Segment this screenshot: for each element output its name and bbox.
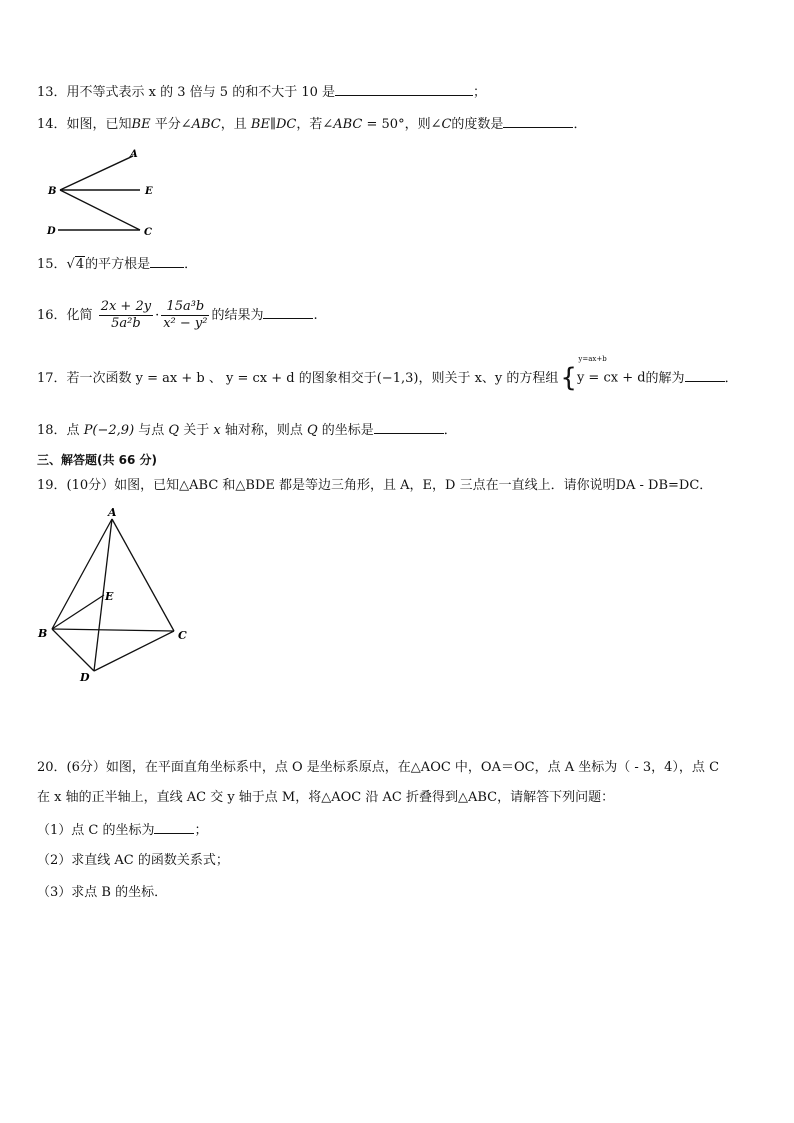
q17-end: ． bbox=[724, 371, 738, 386]
q19-seg-dc bbox=[94, 631, 174, 671]
q14-answer-blank[interactable] bbox=[503, 114, 573, 128]
q13-text: 13．用不等式表示 x 的 3 倍与 5 的和不大于 10 是 bbox=[37, 85, 336, 100]
q14-label-b: B bbox=[48, 186, 57, 197]
q14-seg-bc bbox=[60, 190, 140, 230]
q15-suffix: ． bbox=[184, 257, 198, 272]
q15-sqrt-arg: 4 bbox=[75, 257, 85, 272]
q19-seg-ab bbox=[52, 519, 112, 629]
q18-mid1: 与点 bbox=[134, 423, 169, 438]
question-20-line-1: 20．(6分）如图，在平面直角坐标系中，点 O 是坐标系原点，在△AOC 中，OA＝OC，点 A 坐标为（ - 3，4），点 C bbox=[37, 760, 720, 775]
q17-suffix: 的解为 bbox=[645, 371, 685, 386]
q19-seg-be bbox=[52, 595, 104, 629]
q14-mid2: ，且 bbox=[220, 117, 251, 132]
q16-dot: · bbox=[155, 308, 160, 323]
q17-answer-blank[interactable] bbox=[685, 368, 725, 382]
q14-mid1: 平分∠ bbox=[150, 117, 192, 132]
question-15 bbox=[37, 254, 197, 274]
question-20-sub-2: （2）求直线 AC 的函数关系式； bbox=[37, 853, 229, 868]
q14-abc2: ABC bbox=[333, 117, 363, 132]
q17-equation-system bbox=[560, 355, 646, 394]
q16-frac1-numerator: 2x + 2y bbox=[100, 299, 152, 314]
q20-sub1-end: ； bbox=[194, 823, 208, 838]
q19-label-b: B bbox=[38, 627, 48, 640]
q14-label-a: A bbox=[130, 149, 138, 160]
question-16 bbox=[37, 296, 318, 336]
q19-label-c: C bbox=[178, 629, 187, 642]
q19-label-e: E bbox=[105, 590, 114, 603]
radical-icon: √ bbox=[66, 257, 75, 272]
q20-sub1-answer-blank[interactable] bbox=[154, 820, 194, 834]
q16-fraction-1 bbox=[99, 299, 153, 332]
q17-prefix: 17．若一次函数 y = ax + b 、 y = cx + d 的图象相交于 bbox=[37, 371, 377, 386]
q17-sys-bottom: y = cx + d bbox=[576, 370, 646, 386]
q14-abc: ABC bbox=[191, 117, 221, 132]
question-20-sub-3: （3）求点 B 的坐标． bbox=[37, 885, 168, 900]
q14-suffix: ． bbox=[573, 117, 587, 132]
q16-prefix: 16．化简 bbox=[37, 308, 93, 323]
q18-q: Q bbox=[168, 423, 180, 438]
q14-be: BE bbox=[131, 117, 151, 132]
question-18 bbox=[37, 420, 457, 440]
question-14 bbox=[37, 114, 586, 134]
q18-answer-blank[interactable] bbox=[374, 420, 444, 434]
q15-prefix: 15． bbox=[37, 257, 67, 272]
question-20-line-2: 在 x 轴的正半轴上，直线 AC 交 y 轴于点 M，将△AOC 沿 AC 折叠得到△ABC，请解答下列问题： bbox=[37, 790, 615, 805]
q19-label-d: D bbox=[80, 671, 90, 683]
q20-sub1-text: （1）点 C 的坐标为 bbox=[37, 823, 155, 838]
question-19: 19．(10分）如图，已知△ABC 和△BDE 都是等边三角形，且 A，E，D 三点在一直线上．请你说明DA - DB=DC． bbox=[37, 478, 713, 493]
q18-mid4: 的坐标是 bbox=[317, 423, 374, 438]
q16-fraction-2 bbox=[161, 299, 209, 332]
q15-sqrt bbox=[67, 256, 86, 274]
q18-mid3: 轴对称，则点 bbox=[220, 423, 307, 438]
section-3-title: 三、解答题(共 66 分) bbox=[37, 453, 158, 467]
q16-suffix: 的结果为 bbox=[211, 308, 264, 323]
q13-answer-blank[interactable] bbox=[335, 82, 473, 96]
q18-x: x bbox=[213, 423, 221, 438]
question-17 bbox=[37, 355, 738, 394]
q17-sys-top: y=ax+b bbox=[578, 355, 607, 364]
q14-label-e: E bbox=[145, 186, 153, 197]
q14-label-c: C bbox=[144, 227, 152, 238]
q19-seg-bd bbox=[52, 629, 94, 671]
q14-prefix: 14．如图，已知 bbox=[37, 117, 132, 132]
q18-prefix: 18．点 bbox=[37, 423, 84, 438]
question-13 bbox=[37, 82, 486, 102]
q18-suffix: ． bbox=[443, 423, 457, 438]
q14-parallel: BE∥DC bbox=[250, 117, 297, 132]
q16-frac2-denominator: x² − y² bbox=[163, 316, 208, 331]
q17-point: (−1,3) bbox=[376, 371, 419, 386]
question-20-sub-1 bbox=[37, 820, 208, 840]
q14-mid4: = 50°，则∠ bbox=[362, 117, 442, 132]
q16-end: . bbox=[313, 308, 318, 323]
q14-mid3: ，若∠ bbox=[296, 117, 334, 132]
q13-suffix: ； bbox=[473, 85, 487, 100]
brace-icon: { bbox=[560, 363, 577, 394]
q14-ray-ba bbox=[60, 156, 133, 190]
q15-answer-blank[interactable] bbox=[150, 254, 184, 268]
q14-label-d: D bbox=[47, 226, 56, 237]
q18-q2: Q bbox=[306, 423, 318, 438]
q19-seg-ac bbox=[112, 519, 174, 631]
q14-mid5: 的度数是 bbox=[451, 117, 504, 132]
q14-c: C bbox=[441, 117, 452, 132]
q14-figure bbox=[40, 146, 170, 242]
q19-figure bbox=[34, 505, 194, 683]
q15-mid: 的平方根是 bbox=[85, 257, 151, 272]
q18-mid2: 关于 bbox=[179, 423, 214, 438]
q17-mid: ，则关于 x、y 的方程组 bbox=[418, 371, 559, 386]
q16-answer-blank[interactable] bbox=[263, 305, 313, 319]
q16-frac2-numerator: 15a³b bbox=[161, 299, 209, 316]
q16-frac1-denominator: 5a²b bbox=[111, 316, 141, 331]
q18-p: P(−2,9) bbox=[83, 423, 135, 438]
q19-seg-bc bbox=[52, 629, 174, 631]
q19-label-a: A bbox=[108, 506, 117, 519]
